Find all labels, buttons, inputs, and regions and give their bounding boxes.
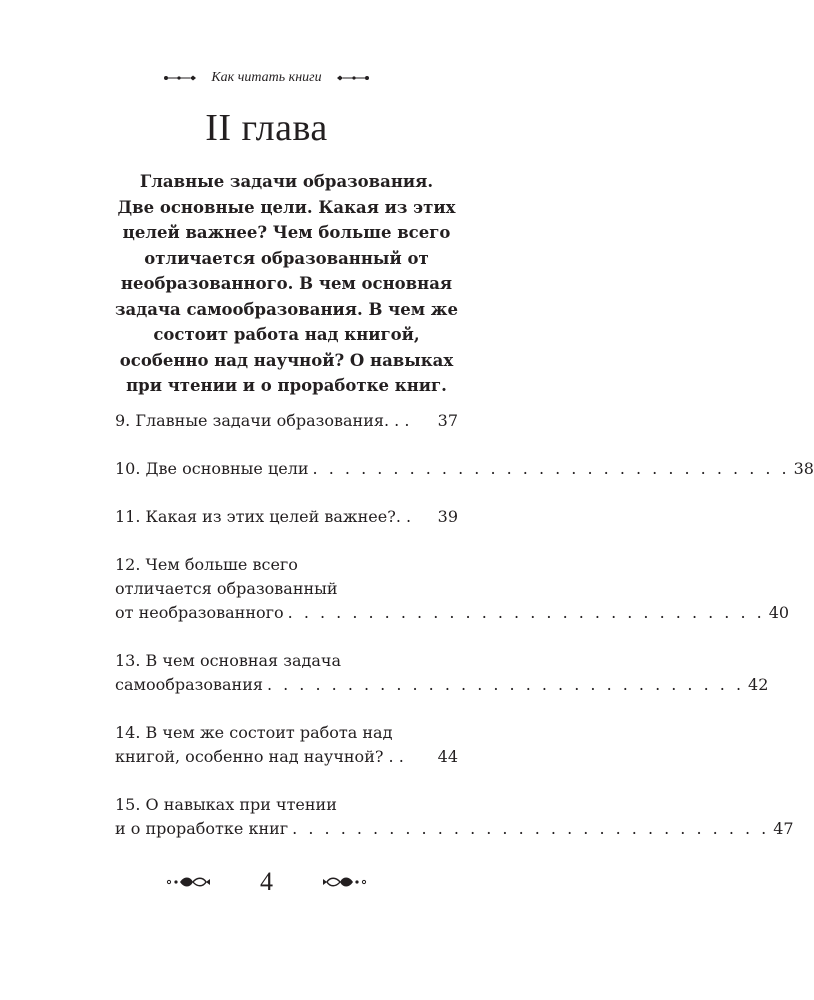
- toc-page-number: 37: [437, 411, 458, 430]
- toc-entry-title: 11. Какая из этих целей важнее?. .: [115, 507, 412, 526]
- leader-dots: . . . . . . . . . . . . . . . . . . . . . . . . . . . . . .: [292, 819, 770, 838]
- summary-line: целей важнее? Чем больше всего: [122, 223, 451, 242]
- summary-line: Главные задачи образования.: [139, 172, 434, 191]
- left-footer-ornament-icon: [166, 874, 212, 890]
- summary-line: задача самообразования. В чем же: [115, 299, 458, 319]
- right-footer-ornament-icon: [321, 874, 367, 890]
- leader-dots: . . . . . . . . . . . . . . . . . . . . . . . . . . . . . .: [287, 603, 765, 622]
- toc-entry-title: книгой, особенно над научной? . .: [115, 747, 404, 766]
- toc-entry-title: от необразованного: [115, 603, 284, 622]
- toc-entry-title: 15. О навыках при чтении: [115, 795, 337, 814]
- toc-entry-11: [115, 505, 458, 529]
- page-number: 4: [260, 867, 273, 896]
- toc-entry-13-line-2: [115, 673, 769, 697]
- running-head-text: Как читать книги: [211, 70, 322, 85]
- toc-entry-15-line-1: [115, 793, 458, 817]
- toc-page-number: 42: [748, 675, 769, 694]
- summary-line: отличается образованный от: [144, 248, 429, 268]
- summary-line: необразованного. В чем основная: [120, 274, 453, 293]
- toc-entry-14-line-1: [115, 721, 458, 745]
- toc-page-number: 39: [437, 507, 458, 526]
- page-footer: [0, 867, 533, 897]
- toc-entry-10: [115, 457, 814, 481]
- summary-line: при чтении и о проработке книг.: [126, 376, 447, 395]
- toc-entry-title: 14. В чем же состоит работа над: [115, 723, 393, 742]
- toc-entry-12-line-3: [115, 601, 790, 625]
- toc-entry-title: 9. Главные задачи образования. . .: [115, 411, 410, 430]
- leader-dots: . . . . . . . . . . . . . . . . . . . . . . . . . . . . . .: [312, 459, 790, 478]
- toc-page-number: 44: [437, 747, 458, 766]
- toc-entry-14-line-2: [115, 745, 458, 769]
- toc-entry-title: и о проработке книг: [115, 819, 289, 838]
- toc-entry-title: 13. В чем основная задача: [115, 651, 342, 670]
- leader-dots: . . . . . . . . . . . . . . . . . . . . . . . . . . . . . .: [266, 675, 745, 694]
- summary-line: Две основные цели. Какая из этих: [117, 197, 456, 217]
- summary-line: особенно над научной? О навыках: [119, 350, 454, 370]
- toc-entry-12-line-1: [115, 553, 458, 577]
- toc-page-number: 47: [773, 819, 794, 838]
- summary-line: состоит работа над книгой,: [153, 325, 420, 344]
- toc-entry-12-line-2: [115, 577, 458, 601]
- toc-entry-9: [115, 409, 458, 433]
- toc-page-number: 38: [793, 459, 814, 478]
- toc-entry-13-line-1: [115, 649, 458, 673]
- toc-entry-title: самообразования: [115, 675, 263, 694]
- toc-entry-title: 10. Две основные цели: [115, 459, 309, 478]
- toc-entry-15-line-2: [115, 817, 794, 841]
- toc-entry-title: отличается образованный: [115, 579, 338, 598]
- toc-page-number: 40: [768, 603, 790, 622]
- toc-entry-title: 12. Чем больше всего: [115, 555, 298, 574]
- chapter-title: II глава: [205, 107, 328, 149]
